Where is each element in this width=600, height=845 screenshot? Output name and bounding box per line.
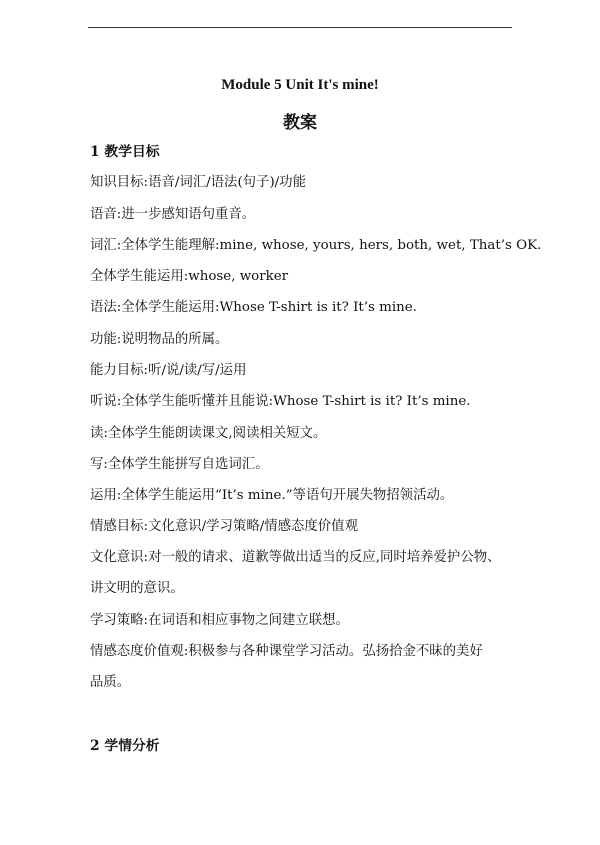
text-line-cultural-awareness-cont: 讲文明的意识。 — [90, 581, 184, 596]
header-rule — [88, 27, 512, 28]
section-heading-teaching-goals: 1 教学目标 — [90, 144, 160, 160]
text-line-attitude-values: 情感态度价值观:积极参与各种课堂学习活动。弘扬拾金不昧的美好 — [90, 644, 483, 659]
section-heading-learner-analysis: 2 学情分析 — [90, 738, 160, 754]
text-line-cultural-awareness: 文化意识:对一般的请求、道歉等做出适当的反应,同时培养爱护公物、 — [90, 550, 501, 565]
text-line-application: 运用:全体学生能运用“It’s mine.”等语句开展失物招领活动。 — [90, 488, 454, 503]
text-line-emotional-goals: 情感目标:文化意识/学习策略/情感态度价值观 — [90, 519, 358, 534]
text-line-grammar: 语法:全体学生能运用:Whose T-shirt is it? It’s mine. — [90, 300, 417, 315]
text-line-ability-goals: 能力目标:听/说/读/写/运用 — [90, 363, 247, 378]
text-line-pronunciation: 语音:进一步感知语句重音。 — [90, 207, 256, 222]
document-title-chinese: 教案 — [283, 113, 317, 132]
text-line-function: 功能:说明物品的所属。 — [90, 332, 229, 347]
text-line-vocabulary: 词汇:全体学生能理解:mine, whose, yours, hers, both, wet, That’s OK. — [90, 238, 542, 253]
text-line-listening-speaking: 听说:全体学生能听懂并且能说:Whose T-shirt is it? It’s mine. — [90, 394, 471, 409]
text-line-reading: 读:全体学生能朗读课文,阅读相关短文。 — [90, 426, 327, 441]
text-line-learning-strategy: 学习策略:在词语和相应事物之间建立联想。 — [90, 613, 349, 628]
text-line-knowledge-goals: 知识目标:语音/词汇/语法(句子)/功能 — [90, 175, 306, 190]
text-line-vocabulary-use: 全体学生能运用:whose, worker — [90, 269, 289, 284]
text-line-writing: 写:全体学生能拼写自选词汇。 — [90, 457, 269, 472]
document-title-english: Module 5 Unit It's mine! — [221, 77, 379, 93]
text-line-attitude-values-cont: 品质。 — [90, 675, 131, 690]
